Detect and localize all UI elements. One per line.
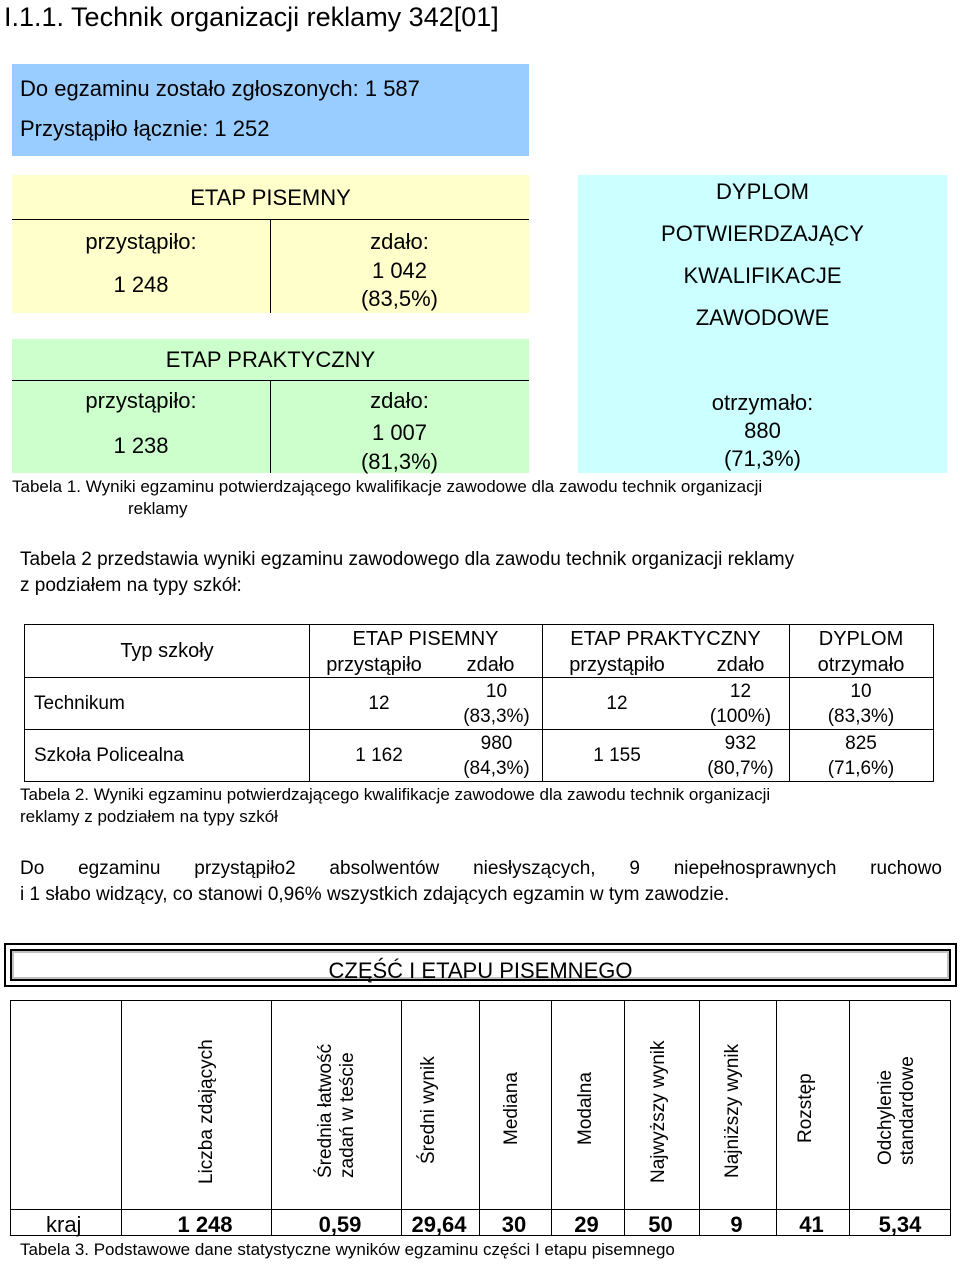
- t2-row2-p-zdalo: 980: [480, 733, 513, 754]
- t2-sub-przystapilo-2: przystąpiło: [569, 654, 665, 676]
- val-najwyzszy: 50: [648, 1212, 673, 1237]
- t2-row1-dyplom: 10: [850, 681, 872, 702]
- dyplom-otrzymalo-value: 880: [744, 418, 781, 443]
- praktyczny-zdalo-value: 1 007: [371, 420, 428, 445]
- t2-row1-pr-zdalo: 12: [729, 681, 752, 702]
- page-title: I.1.1. Technik organizacji reklamy 342[01]: [4, 2, 499, 32]
- t2-row1-pr-przyst: 12: [606, 693, 628, 714]
- table1-caption: [12, 476, 932, 520]
- disability-paragraph: [20, 856, 942, 908]
- typ-szkoly-header: Typ szkoły: [120, 640, 214, 662]
- val-latwosc: 0,59: [318, 1212, 362, 1237]
- t2-sub-zdalo-1: zdało: [466, 654, 515, 676]
- caption2-line2: reklamy z podziałem na typy szkół: [20, 807, 278, 826]
- caption1-line2: reklamy: [128, 499, 188, 518]
- dyplom-line4: ZAWODOWE: [695, 305, 830, 330]
- pisemny-zdalo-label: zdało:: [370, 229, 429, 254]
- t2-row2-pr-zdalo-pct: (80,7%): [707, 758, 774, 779]
- pisemny-zdalo-value: 1 042: [371, 258, 428, 283]
- dyplom-line2: POTWIERDZAJĄCY: [661, 221, 864, 246]
- val-liczba: 1 248: [177, 1212, 233, 1237]
- registered-count: Do egzaminu zostało zgłoszonych: 1 587: [20, 76, 420, 101]
- dyplom-otrzymalo-pct: (71,3%): [723, 446, 802, 471]
- t2-row1-name: Technikum: [34, 693, 125, 714]
- t2-row2-pr-zdalo: 932: [724, 733, 757, 754]
- summary-box: [12, 64, 529, 156]
- praktyczny-przystapilo-label: przystąpiło:: [85, 388, 197, 413]
- t2-row2-p-zdalo-pct: (84,3%): [463, 758, 530, 779]
- pisemny-przystapilo-value: 1 248: [113, 272, 169, 297]
- header-odchylenie: [875, 965, 923, 1165]
- dyplom-line1: DYPLOM: [716, 179, 809, 204]
- t2-row2-dyplom-pct: (71,6%): [827, 758, 895, 779]
- caption1-line1: Tabela 1. Wyniki egzaminu potwierdzającego kwalifikacje zawodowe dla zawodu technik organizacji: [12, 477, 763, 496]
- t2-row1-p-zdalo-pct: (83,3%): [463, 706, 530, 727]
- caption2-line1: Tabela 2. Wyniki egzaminu potwierdzającego kwalifikacje zawodowe dla zawodu technik organizacji: [20, 785, 771, 804]
- t2-row1-p-przyst: 12: [368, 693, 390, 714]
- t2-row2-pr-przyst: 1 155: [593, 745, 641, 766]
- section-title: CZĘŚĆ I ETAPU PISEMNEGO: [328, 958, 633, 983]
- val-najnizszy: 9: [730, 1212, 743, 1237]
- val-mediana: 30: [501, 1212, 527, 1237]
- etap-pisemny-heading: ETAP PISEMNY: [190, 185, 351, 210]
- intro-paragraph: [20, 547, 945, 599]
- val-sredni-wynik: 29,64: [411, 1212, 467, 1237]
- row-label-kraj: kraj: [46, 1212, 82, 1237]
- pisemny-przystapilo-label: przystąpiło:: [85, 229, 197, 254]
- t2-etap-pisemny: ETAP PISEMNY: [352, 628, 499, 650]
- header-odchylenie-line1: Odchylenie: [875, 1069, 896, 1165]
- etap-pisemny-box: [12, 175, 529, 313]
- table2-caption: [20, 784, 945, 828]
- para1-line2: z podziałem na typy szkół:: [20, 575, 242, 596]
- dyplom-otrzymalo-label: otrzymało:: [711, 390, 814, 415]
- para2-line2: i 1 słabo widzący, co stanowi 0,96% wszystkich zdających egzamin w tym zawodzie.: [20, 884, 730, 905]
- t2-row1-dyplom-pct: (83,3%): [827, 706, 895, 727]
- header-odchylenie-line2: standardowe: [897, 1056, 918, 1165]
- header-sredni-wynik: Średni wynik: [418, 1056, 439, 1164]
- t2-dyplom: DYPLOM: [818, 628, 904, 650]
- header-srednia-latwosc-line2: zadań w teście: [337, 1052, 358, 1178]
- t2-row2-dyplom: 825: [845, 733, 877, 754]
- t2-row1-pr-zdalo-pct: (100%): [709, 706, 772, 727]
- header-rozstep: Rozstęp: [795, 1073, 816, 1143]
- total-attended: Przystąpiło łącznie: 1 252: [20, 116, 270, 141]
- praktyczny-przystapilo-value: 1 238: [113, 433, 169, 458]
- header-srednia-latwosc: [315, 978, 363, 1178]
- header-srednia-latwosc-line1: Średnia łatwość: [315, 1043, 336, 1178]
- val-odchylenie: 5,34: [878, 1212, 922, 1237]
- val-modalna: 29: [574, 1212, 599, 1237]
- praktyczny-zdalo-label: zdało:: [370, 388, 429, 413]
- dyplom-box: [578, 175, 947, 473]
- etap-praktyczny-box: [12, 339, 529, 473]
- para2-line1: Do egzaminu przystąpiło2 absolwentów niesłyszących, 9 niepełnosprawnych ruchowo: [20, 858, 942, 879]
- t2-row2-name: Szkoła Policealna: [34, 745, 184, 766]
- t2-sub-przystapilo-1: przystąpiło: [326, 654, 422, 676]
- t2-sub-zdalo-2: zdało: [716, 654, 765, 676]
- para1-line1: Tabela 2 przedstawia wyniki egzaminu zawodowego dla zawodu technik organizacji reklamy: [20, 549, 795, 570]
- header-modalna: Modalna: [575, 1072, 596, 1145]
- header-liczba-zdajacych: Liczba zdających: [196, 1039, 217, 1184]
- t2-row2-p-przyst: 1 162: [355, 745, 403, 766]
- t2-row1-p-zdalo: 10: [485, 681, 508, 702]
- pisemny-zdalo-pct: (83,5%): [360, 286, 439, 311]
- header-najwyzszy-wynik: Najwyższy wynik: [648, 1040, 669, 1183]
- header-najnizszy-wynik: Najniższy wynik: [722, 1043, 743, 1178]
- etap-praktyczny-heading: ETAP PRAKTYCZNY: [165, 347, 376, 372]
- table2: [24, 624, 934, 782]
- t2-sub-otrzymalo: otrzymało: [817, 654, 905, 676]
- header-mediana: Mediana: [501, 1072, 522, 1145]
- table3-caption: Tabela 3. Podstawowe dane statystyczne wyników egzaminu części I etapu pisemnego: [20, 1240, 675, 1259]
- dyplom-line3: KWALIFIKACJE: [683, 263, 842, 288]
- t2-etap-praktyczny: ETAP PRAKTYCZNY: [570, 628, 761, 650]
- val-rozstep: 41: [799, 1212, 824, 1237]
- praktyczny-zdalo-pct: (81,3%): [360, 449, 439, 474]
